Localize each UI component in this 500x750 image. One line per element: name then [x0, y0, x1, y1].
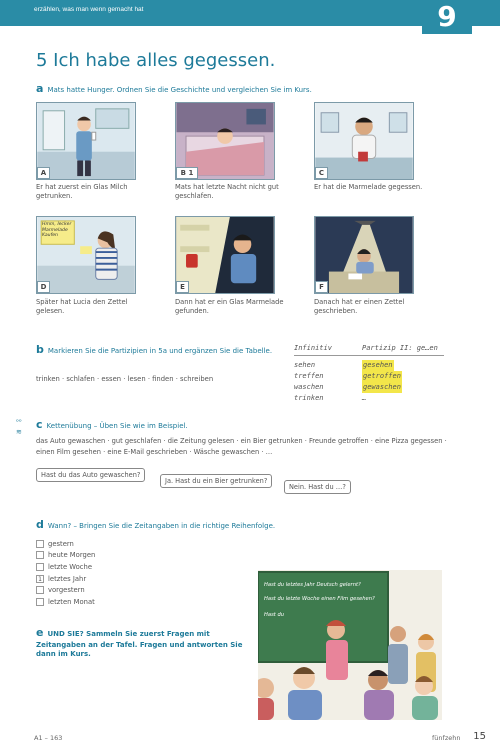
task-a-letter: a	[36, 82, 44, 95]
pair-work-icon: ᵒᵒ	[16, 418, 22, 426]
table-cell: treffen	[294, 372, 324, 380]
table-header-partizip: Partizip II: ge…en	[362, 344, 438, 352]
board-line-1: Hast du letztes Jahr Deutsch gelernt?	[264, 582, 361, 588]
classroom-scene	[258, 570, 442, 720]
table-cell: getroffen	[363, 372, 401, 380]
checkbox[interactable]: 1	[36, 575, 44, 583]
checkbox[interactable]	[36, 563, 44, 571]
picture-b	[175, 102, 275, 180]
task-e-letter: e	[36, 626, 44, 639]
task-e-text: UND SIE? Sammeln Sie zuerst Fragen mit Zeitangaben an der Tafel. Fragen und antworten Sie dann im Kurs.	[36, 630, 243, 659]
list-item-label: letzte Woche	[48, 562, 93, 571]
task-b-letter: b	[36, 343, 44, 356]
table-row	[294, 393, 444, 404]
list-item-label: vorgestern	[48, 586, 85, 595]
list-item[interactable]	[36, 584, 95, 596]
picture-f-label: F	[315, 281, 328, 293]
picture-a-label: A	[37, 167, 50, 179]
table-cell: trinken	[294, 394, 324, 402]
picture-a	[36, 102, 136, 180]
note-text: Hmm, lecker Marmelade Kaufen	[42, 222, 72, 239]
speech-bubble-2: Ja. Hast du ein Bier getrunken?	[160, 474, 272, 488]
chapter-badge: 9	[422, 0, 472, 34]
list-item-label: gestern	[48, 539, 74, 548]
footer-code: A1 – 163	[34, 734, 63, 742]
caption-e: Dann hat er ein Glas Marmelade gefunden.	[175, 298, 284, 316]
picture-e-label: E	[176, 281, 189, 293]
task-c-text: Kettenübung – Üben Sie wie im Beispiel.	[46, 422, 188, 430]
task-b-wordlist: trinken · schlafen · essen · lesen · finden · schreiben	[36, 375, 214, 383]
task-a	[36, 82, 312, 97]
header-topic: erzählen, was man wenn gemacht hat	[34, 6, 144, 13]
task-c	[36, 418, 188, 433]
task-d-letter: d	[36, 518, 44, 531]
table-row	[294, 360, 444, 371]
list-item[interactable]	[36, 538, 95, 550]
writing-note-illustration	[315, 217, 413, 293]
picture-d-label: D	[37, 281, 50, 293]
page-number: 15	[473, 731, 486, 742]
list-item[interactable]	[36, 550, 95, 562]
time-checklist	[36, 538, 95, 608]
table-cell: sehen	[294, 361, 316, 369]
list-item[interactable]	[36, 596, 95, 608]
footer-page-word: fünfzehn	[432, 734, 461, 742]
task-e	[36, 626, 246, 660]
board-line-3: Hast du	[264, 612, 285, 618]
task-d-text: Wann? – Bringen Sie die Zeitangaben in die richtige Reihenfolge.	[47, 522, 276, 530]
speech-bubble-1: Hast du das Auto gewaschen?	[36, 468, 145, 482]
task-a-text: Mats hatte Hunger. Ordnen Sie die Geschichte und vergleichen Sie im Kurs.	[47, 86, 312, 94]
picture-c-label: C	[315, 167, 328, 179]
table-header-infinitiv: Infinitiv	[294, 344, 332, 352]
checkbox[interactable]	[36, 551, 44, 559]
table-cell: gesehen	[363, 361, 393, 369]
picture-c	[314, 102, 414, 180]
table-row	[294, 371, 444, 382]
task-b	[36, 343, 276, 358]
list-item[interactable]	[36, 561, 95, 573]
classroom-illustration	[258, 570, 442, 720]
chain-exercise-text: das Auto gewaschen · gut geschlafen · die Zeitung gelesen · ein Bier getrunken · Freunde getroffen · eine Pizza gegessen · einen Film gesehen · eine E-Mail geschrieben · Wäsche gewaschen · …	[36, 437, 447, 457]
picture-b-label: B 1	[176, 167, 198, 179]
caption-f: Danach hat er einen Zettel geschrieben.	[314, 298, 405, 316]
table-cell: gewaschen	[363, 383, 401, 391]
page-title: 5 Ich habe alles gegessen.	[36, 50, 276, 71]
task-c-letter: c	[36, 418, 43, 431]
checkbox[interactable]	[36, 586, 44, 594]
caption-a: Er hat zuerst ein Glas Milch getrunken.	[36, 183, 128, 201]
caption-d: Später hat Lucia den Zettel gelesen.	[36, 298, 128, 316]
picture-f	[314, 216, 414, 294]
task-b-text: Markieren Sie die Partizipien in 5a und ergänzen Sie die Tabelle.	[47, 347, 273, 355]
fridge-jam-illustration	[176, 217, 274, 293]
table-cell: …	[362, 394, 367, 402]
task-d	[36, 518, 275, 533]
caption-b: Mats hat letzte Nacht nicht gut geschlafen.	[175, 183, 279, 201]
checkbox[interactable]	[36, 598, 44, 606]
caption-c: Er hat die Marmelade gegessen.	[314, 183, 423, 191]
table-cell: waschen	[294, 383, 324, 391]
kitchen-milk-illustration	[37, 103, 135, 179]
speech-bubble-3: Nein. Hast du …?	[284, 480, 351, 494]
table-row	[294, 382, 444, 393]
table-header	[294, 344, 444, 356]
list-item-label: letzten Monat	[48, 597, 95, 606]
audio-icon: ≋	[16, 428, 22, 436]
list-item[interactable]	[36, 573, 95, 585]
checkbox[interactable]	[36, 540, 44, 548]
list-item-label: heute Morgen	[48, 551, 96, 560]
eating-jam-illustration	[315, 103, 413, 179]
picture-e	[175, 216, 275, 294]
list-item-label: letztes Jahr	[48, 574, 87, 583]
board-line-2: Hast du letzte Woche einen Film gesehen?	[264, 596, 375, 602]
participle-table	[294, 344, 444, 404]
